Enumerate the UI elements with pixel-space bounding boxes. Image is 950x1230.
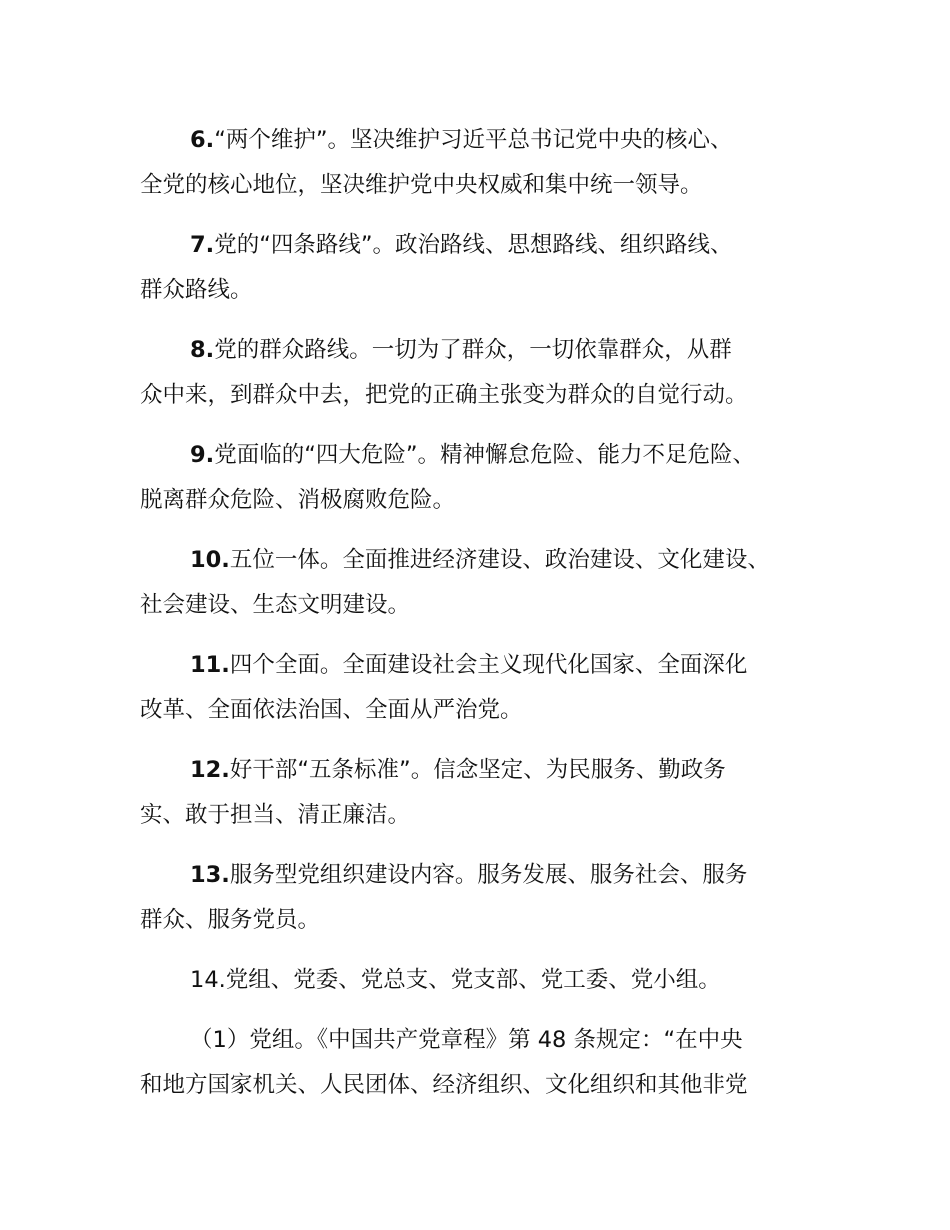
item-heading: 四个全面 — [229, 652, 320, 678]
paragraph-11 — [140, 643, 830, 733]
paragraph-10 — [140, 538, 830, 628]
item-number: 12. — [190, 757, 230, 783]
paragraph-line — [140, 118, 830, 163]
paragraph-13 — [140, 853, 830, 943]
item-number: 8. — [190, 337, 215, 363]
item-text: 。坚决维护习近平总书记党中央的核心、 — [327, 127, 733, 153]
item-text: 众中来，到群众中去，把党的正确主张变为群众的自觉行动。 — [140, 382, 748, 408]
item-text: 和地方国家机关、人民团体、经济组织、文化组织和其他非党 — [140, 1072, 748, 1098]
paragraph-line — [140, 433, 830, 478]
item-text: 群众路线。 — [140, 277, 253, 303]
paragraph-14 — [140, 958, 830, 1003]
item-number: 6. — [190, 127, 215, 153]
paragraph-line — [140, 1018, 830, 1063]
paragraph-12 — [140, 748, 830, 838]
paragraph-6 — [140, 118, 830, 208]
item-text: 。全面建设社会主义现代化国家、全面深化 — [319, 652, 748, 678]
item-text: 改革、全面依法治国、全面从严治党。 — [140, 697, 523, 723]
paragraph-line — [140, 583, 830, 628]
item-text: 社会建设、生态文明建设。 — [140, 592, 411, 618]
item-number: 10. — [190, 547, 230, 573]
item-text: 。政治路线、思想路线、组织路线、 — [372, 232, 733, 258]
item-number: 9. — [190, 442, 215, 468]
item-text: 。一切为了群众，一切依靠群众，从群 — [349, 337, 732, 363]
paragraph-line — [140, 1063, 830, 1108]
item-heading: 党的群众路线 — [214, 337, 350, 363]
item-text: 脱离群众危险、消极腐败危险。 — [140, 487, 456, 513]
item-text: 。信念坚定、为民服务、勤政务 — [410, 757, 726, 783]
paragraph-14-1 — [140, 1018, 830, 1108]
paragraph-line — [140, 748, 830, 793]
item-text: 。全面推进经济建设、政治建设、文化建设、 — [319, 547, 770, 573]
paragraph-line — [140, 853, 830, 898]
paragraph-line — [140, 793, 830, 838]
item-text: 实、敢于担当、清正廉洁。 — [140, 802, 411, 828]
item-heading: 服务型党组织建设内容 — [229, 862, 455, 888]
paragraph-9 — [140, 433, 830, 523]
item-heading: 好干部“五条标准” — [229, 757, 411, 783]
paragraph-7 — [140, 223, 830, 313]
item-heading: 五位一体 — [229, 547, 320, 573]
item-heading: “两个维护” — [214, 127, 328, 153]
item-number: 13. — [190, 862, 230, 888]
paragraph-8 — [140, 328, 830, 418]
paragraph-line — [140, 268, 830, 313]
item-text: 。精神懈怠危险、能力不足危险、 — [417, 442, 756, 468]
item-heading: 党的“四条路线” — [214, 232, 373, 258]
item-number: 7. — [190, 232, 215, 258]
paragraph-line — [140, 538, 830, 583]
paragraph-line — [140, 223, 830, 268]
item-text: 群众、服务党员。 — [140, 907, 321, 933]
paragraph-line — [140, 163, 830, 208]
paragraph-line — [140, 643, 830, 688]
paragraph-line — [140, 898, 830, 943]
item-text: 14.党组、党委、党总支、党支部、党工委、党小组。 — [190, 967, 721, 993]
item-heading: 党面临的“四大危险” — [214, 442, 418, 468]
paragraph-line — [140, 328, 830, 373]
paragraph-line — [140, 688, 830, 733]
paragraph-line — [140, 958, 830, 1003]
item-text: 。服务发展、服务社会、服务 — [454, 862, 748, 888]
item-text: （1）党组。《中国共产党章程》第 48 条规定：“在中央 — [190, 1027, 743, 1053]
paragraph-line — [140, 373, 830, 418]
item-text: 全党的核心地位，坚决维护党中央权威和集中统一领导。 — [140, 172, 703, 198]
paragraph-line — [140, 478, 830, 523]
item-number: 11. — [190, 652, 230, 678]
